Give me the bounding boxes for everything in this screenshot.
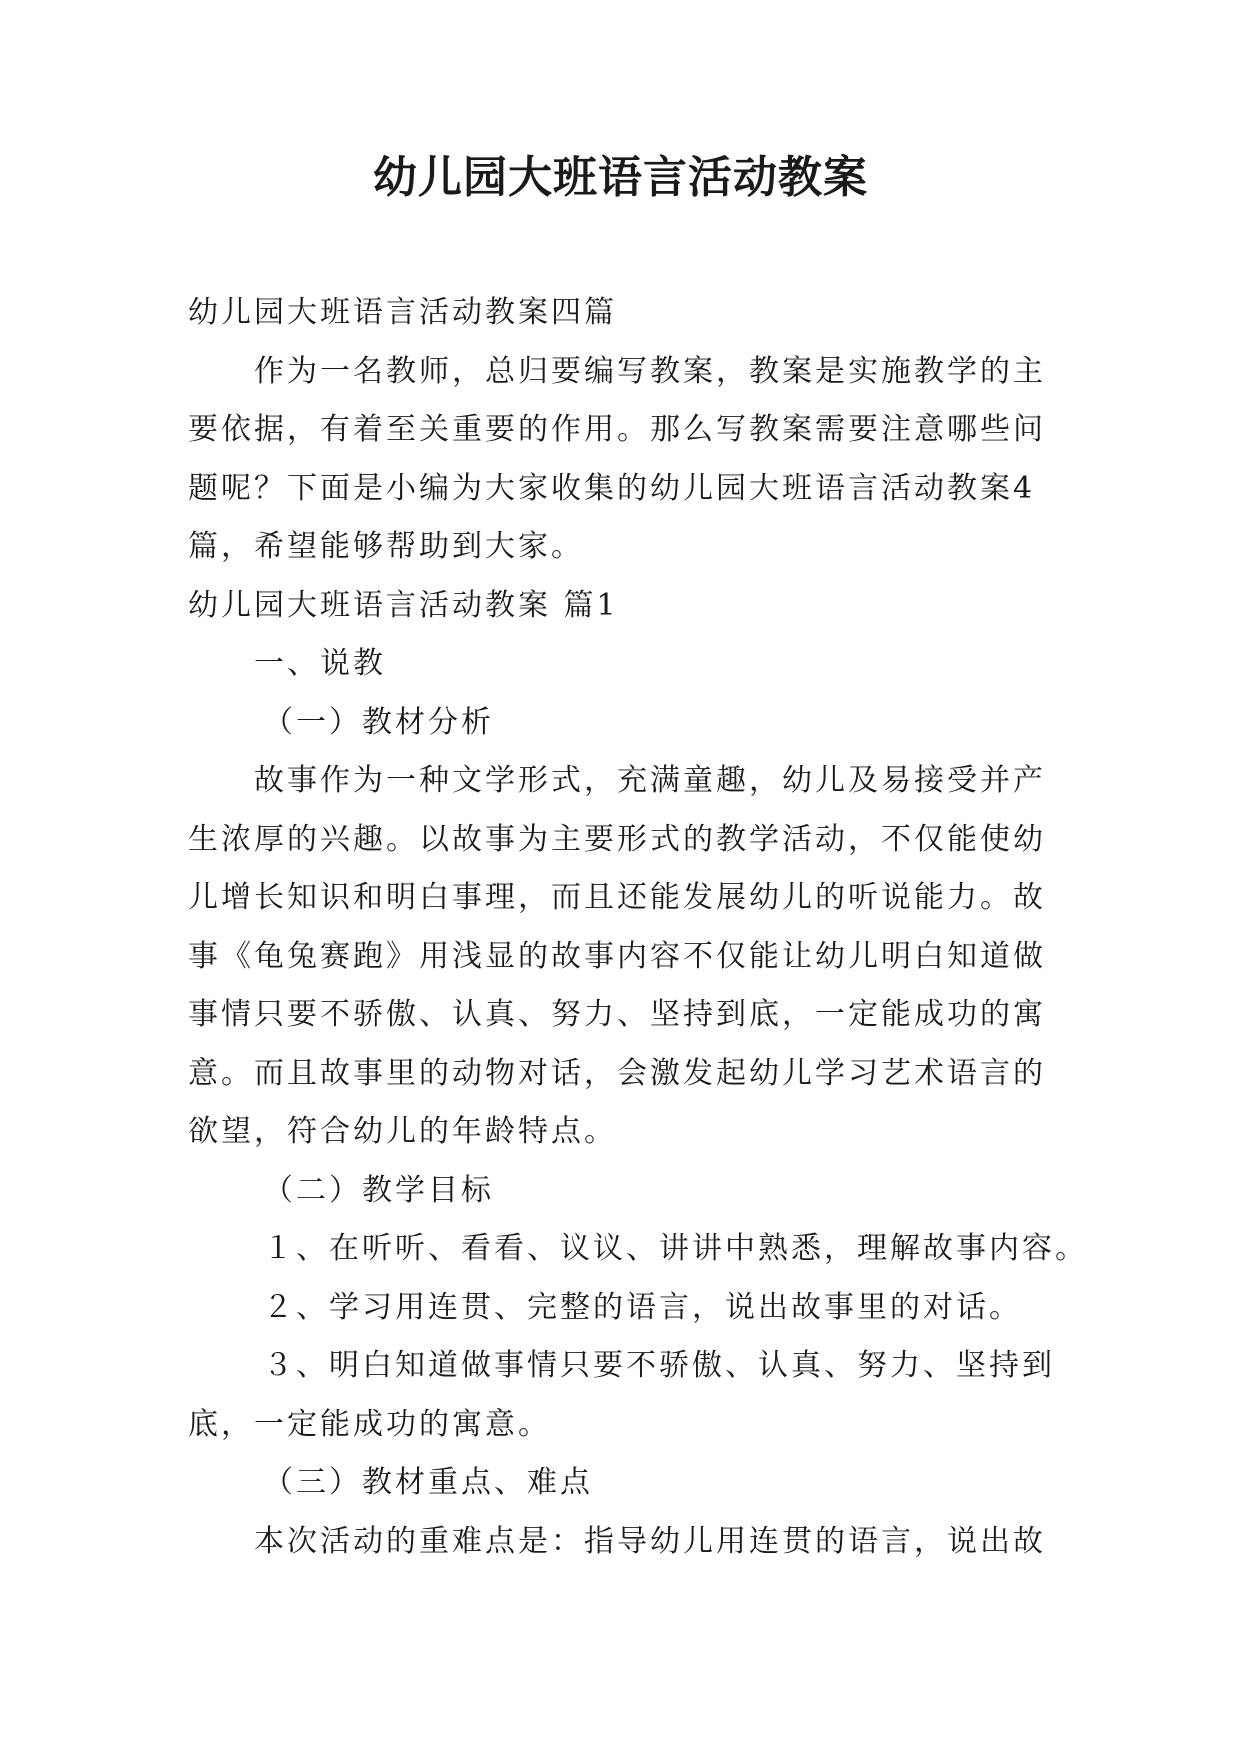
- list-item: １、在听听、看看、议议、讲讲中熟悉，理解故事内容。: [263, 1231, 1088, 1266]
- list-item: ３、明白知道做事情只要不骄傲、认真、努力、坚持到: [263, 1348, 1055, 1383]
- list-item: ２、学习用连贯、完整的语言，说出故事里的对话。: [263, 1289, 1022, 1325]
- paragraph-line: 题呢？下面是小编为大家收集的幼儿园大班语言活动教案4: [188, 470, 1036, 506]
- subtitle-line: 幼儿园大班语言活动教案四篇: [188, 295, 617, 330]
- document-title: 幼儿园大班语言活动教案: [373, 152, 868, 203]
- paragraph-line: 底，一定能成功的寓意。: [188, 1406, 551, 1442]
- paragraph-line: 儿增长知识和明白事理，而且还能发展幼儿的听说能力。故: [188, 880, 1046, 915]
- paragraph-line: 篇，希望能够帮助到大家。: [188, 529, 584, 564]
- section-heading: 一、说教: [254, 646, 386, 681]
- paragraph-line: 生浓厚的兴趣。以故事为主要形式的教学活动，不仅能使幼: [188, 821, 1046, 857]
- paragraph-line: 事《龟兔赛跑》用浅显的故事内容不仅能让幼儿明白知道做: [188, 938, 1046, 974]
- paragraph-line: 意。而且故事里的动物对话，会激发起幼儿学习艺术语言的: [188, 1055, 1046, 1091]
- paragraph-line: 故事作为一种文学形式，充满童趣，幼儿及易接受并产: [254, 763, 1046, 798]
- paragraph-line: 要依据，有着至关重要的作用。那么写教案需要注意哪些问: [188, 412, 1046, 447]
- section-heading: 幼儿园大班语言活动教案 篇1: [188, 587, 619, 623]
- subsection-heading: （一）教材分析: [263, 704, 494, 740]
- paragraph-line: 作为一名教师，总归要编写教案，教案是实施教学的主: [254, 353, 1046, 389]
- subsection-heading: （三）教材重点、难点: [263, 1465, 593, 1500]
- paragraph-line: 欲望，符合幼儿的年龄特点。: [188, 1114, 617, 1149]
- paragraph-line: 事情只要不骄傲、认真、努力、坚持到底，一定能成功的寓: [188, 997, 1046, 1032]
- paragraph-line: 本次活动的重难点是：指导幼儿用连贯的语言，说出故: [254, 1523, 1046, 1559]
- document-body: [188, 284, 1088, 1571]
- subsection-heading: （二）教学目标: [263, 1172, 494, 1208]
